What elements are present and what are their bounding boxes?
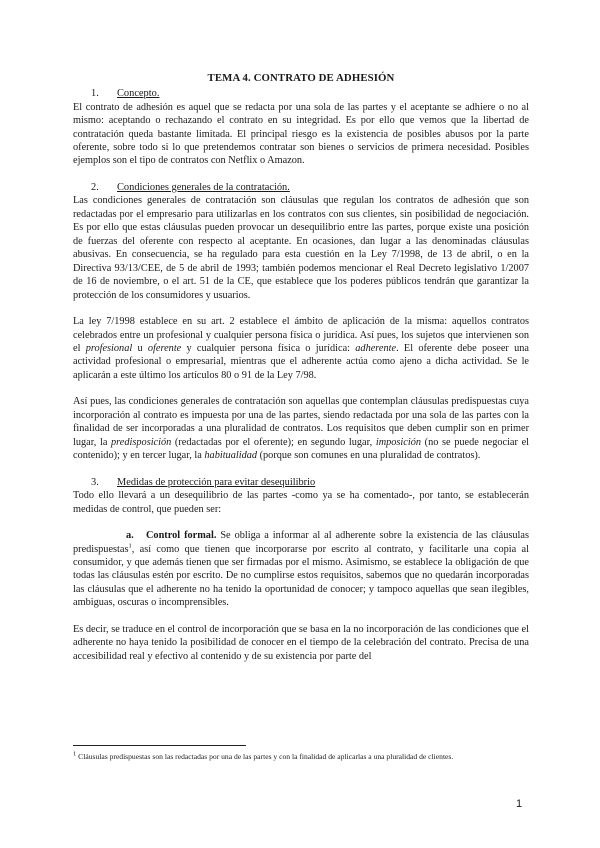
page-number: 1 [516,798,523,810]
paragraph: El contrato de adhesión es aquel que se redacta por una sola de las partes y el aceptante se adhiere o no al mismo: aceptando o rechazando el contrato en su integridad. Es por ello que vemos que la libertad de contratación queda bastante limitada. El principal riesgo es la existencia de posibles abusos por la parte oferente, sobre todo si lo que pretendemos contratar son bienes o servicios de primera necesidad. Posibles ejemplos son el tipo de contratos con Netflix o Amazon. [73,101,529,167]
text-run-italic: predisposición [111,436,172,448]
text-run: (redactadas por el oferente); en segundo lugar, [171,436,376,448]
text-run-italic: profesional [85,342,133,354]
text-run: y cualquier persona física o jurídica: [181,342,356,354]
text-run: (porque son comunes en una pluralidad de contratos). [257,450,481,462]
footnote-separator [73,745,246,746]
paragraph [73,529,529,610]
section-title: Concepto. [117,88,160,99]
subsection-control-formal [73,529,529,610]
section-heading-condiciones [73,181,529,195]
text-run-italic: adherente [355,342,397,354]
text-run: (no se puede negociar el contenido); y en tercer lugar, la [73,436,529,462]
section-heading-medidas [73,476,529,490]
text-run: La ley 7/1998 establece en su art. 2 establece el ámbito de aplicación de la misma: aquellos contratos celebrados entre un profesional y cualquier persona física o jurídica. Así pues, los sujetos que intervienen son el [73,316,529,354]
paragraph: Las condiciones generales de contratación son cláusulas que regulan los contratos de adhesión que son redactadas por el empresario para utilizarlas en los contratos con sus clientes, sin posibilidad de negociación. Es por ello que estas cláusulas pueden provocar un desequilibrio entre las partes, porque existe una posición de fuerzas del oferente con respecto al aceptante. En ocasiones, dan lugar a las denominadas cláusulas abusivas. En consecuencia, se ha regulado para esta cuestión en la Ley 7/1998, de 13 de abril, o en la Directiva 93/13/CEE, de 5 de abril de 1993; también podemos mencionar el Real Decreto legislativo 1/2007 de 16 de noviembre, o el art. 51 de la CE, que establece que los poderes públicos tendrán que garantizar la protección de los consumidores y usuarios. [73,195,529,301]
section-title: Medidas de protección para evitar desequilibrio [117,476,316,488]
section-number: 3. [91,476,99,488]
paragraph: Todo ello llevará a un desequilibrio de las partes -como ya se ha comentado-, por tanto, se establecerán medidas de control, que pueden ser: [73,490,529,515]
section-heading-concepto [73,87,529,101]
paragraph [73,315,529,382]
footnote [73,752,503,763]
document-body [73,72,529,663]
footnote-reference[interactable]: 1 [128,542,132,550]
text-run-italic: oferente [147,342,182,354]
section-number: 1. [91,88,99,99]
footnote-mark: 1 [73,750,77,758]
text-run: u [132,342,148,354]
section-number: 2. [91,181,99,193]
text-run-italic: habitualidad [204,450,258,462]
text-run: , así como que tienen que incorporarse por escrito al contrato, y facilitarle una copia al consumidor, y que además tienen que ser firmadas por el mismo. Asimismo, se establece la obligación de que todas las cláusulas estén por escrito. De no cumplirse estos requisitos, sabemos que no quedarán incorporadas las cláusulas que el adherente no ha tenido la oportunidad de conocer; y tampoco aquellas que sean ilegibles, ambiguas, oscuras o incomprensibles. [73,543,529,609]
subsection-title: Control formal. [146,530,217,542]
text-run: Se obliga a informar al al adherente sobre la existencia de las cláusulas predispuestas [73,530,529,555]
subsection-letter: a. [126,530,134,542]
footnote-text: Cláusulas predispuestas son las redactadas por una de las partes y con la finalidad de aplicarlas a una pluralidad de clientes. [76,752,454,761]
paragraph: Es decir, se traduce en el control de incorporación que se basa en la no incorporación de las condiciones que el adherente no haya tenido la posibilidad de conocer en el tiempo de la celebración del contrato. Precisa de una accesibilidad real y efectivo al contenido y de su existencia por parte del [73,623,529,662]
subsection-label [73,530,216,541]
text-run: . El oferente debe poseer una actividad profesional o empresarial, mientras que el adherente actúa como ajeno a dicha actividad. Se le aplicarán a este último los artículos 80 o 91 de la Ley 7/98. [73,342,529,381]
section-title: Condiciones generales de la contratación. [117,181,290,193]
text-run-italic: imposición [375,436,422,448]
text-run: Así pues, las condiciones generales de contratación son aquellas que contemplan cláusulas predispuestas cuya incorporación al contrato es impuesta por una de las partes, siendo redactada por una sola de las partes con la finalidad de ser incorporadas a una pluralidad de contratos. Los requisitos que deben cumplir son en primer lugar, la [73,396,529,448]
paragraph [73,395,529,462]
page-title: TEMA 4. CONTRATO DE ADHESIÓN [207,72,395,84]
